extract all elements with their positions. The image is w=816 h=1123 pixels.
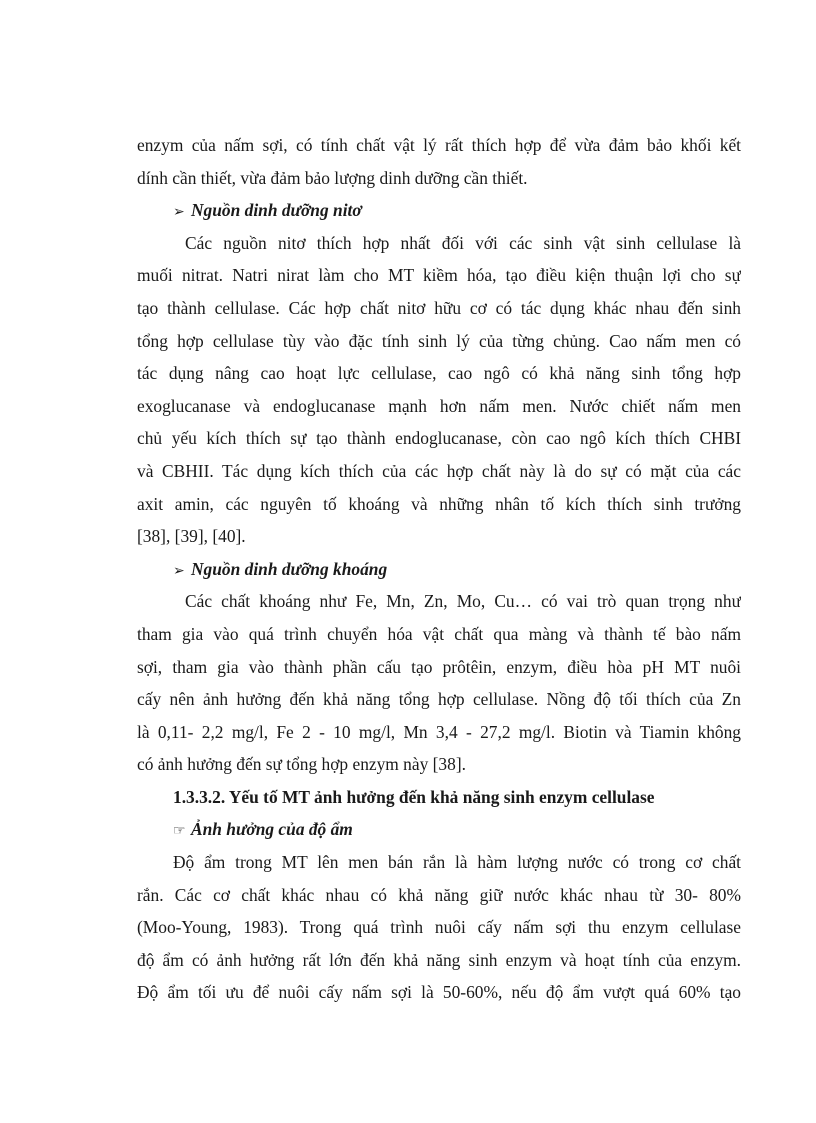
arrow-bullet-icon: ➢ [173,563,185,579]
paragraph-nitrogen [137,227,741,553]
text-line: cấy nên ảnh hưởng đến khả năng tổng hợp cellulase. Nồng độ tối thích của Zn [137,689,741,710]
paragraph-humidity [137,846,741,1009]
section-title: Ảnh hưởng của độ ẩm [191,819,353,840]
text-line: tác dụng nâng cao hoạt lực cellulase, cao ngô có khả năng sinh tổng hợp [137,363,741,384]
subsection-heading: 1.3.3.2. Yếu tố MT ảnh hưởng đến khả năng sinh enzym cellulase [173,786,655,807]
text-line: tạo thành cellulase. Các hợp chất nitơ hữu cơ có tác dụng khác nhau đến sinh [137,297,741,318]
text-line: [38], [39], [40]. [137,526,246,547]
text-line: exoglucanase và endoglucanase mạnh hơn nấm men. Nước chiết nấm men [137,395,741,416]
text-line: axit amin, các nguyên tố khoáng và những nhân tố kích thích sinh trưởng [137,493,741,514]
section-title: Nguồn dinh dưỡng khoáng [191,558,388,579]
paragraph-intro [137,129,741,194]
text-line: sợi, tham gia vào thành phần cấu tạo prôtêin, enzym, điều hòa pH MT nuôi [137,656,741,677]
text-line: (Moo-Young, 1983). Trong quá trình nuôi cấy nấm sợi thu enzym cellulase [137,917,741,938]
text-line: rắn. Các cơ chất khác nhau có khả năng giữ nước khác nhau từ 30- 80% [137,884,741,905]
text-line: tham gia vào quá trình chuyển hóa vật chất qua màng và thành tế bào nấm [137,623,741,644]
text-line: có ảnh hưởng đến sự tổng hợp enzym này [38]. [137,754,466,775]
text-line: muối nitrat. Natri nirat làm cho MT kiềm hóa, tạo điều kiện thuận lợi cho sự [137,265,741,286]
pointing-hand-icon: ☞ [173,824,186,840]
section-heading-nitrogen [137,194,741,227]
text-line: dính cần thiết, vừa đảm bảo lượng dinh dưỡng cần thiết. [137,167,528,188]
text-line: Các chất khoáng như Fe, Mn, Zn, Mo, Cu… có vai trò quan trọng như [185,591,741,612]
text-line: tổng hợp cellulase tùy vào đặc tính sinh lý của từng chủng. Cao nấm men có [137,330,741,351]
section-heading-humidity [137,813,741,846]
section-title: Nguồn dinh dưỡng nitơ [191,200,362,221]
arrow-bullet-icon: ➢ [173,205,185,221]
text-line: là 0,11- 2,2 mg/l, Fe 2 - 10 mg/l, Mn 3,4 - 27,2 mg/l. Biotin và Tiamin không [137,721,741,742]
text-line: độ ẩm có ảnh hưởng rất lớn đến khả năng sinh enzym và hoạt tính của enzym. [137,949,741,970]
text-line: và CBHII. Tác dụng kích thích của các hợp chất này là do sự có mặt của các [137,460,741,481]
paragraph-mineral [137,585,741,781]
text-line: Các nguồn nitơ thích hợp nhất đối với các sinh vật sinh cellulase là [185,232,741,253]
text-line: Độ ẩm trong MT lên men bán rắn là hàm lượng nước có trong cơ chất [173,852,741,873]
text-line: chủ yếu kích thích sự tạo thành endoglucanase, còn cao ngô kích thích CHBI [137,428,741,449]
section-heading-mineral [137,553,741,586]
text-line: enzym của nấm sợi, có tính chất vật lý rất thích hợp để vừa đảm bảo khối kết [137,135,741,155]
document-page [137,129,741,1009]
text-line: Độ ẩm tối ưu để nuôi cấy nấm sợi là 50-60%, nếu độ ẩm vượt quá 60% tạo [137,982,741,1003]
